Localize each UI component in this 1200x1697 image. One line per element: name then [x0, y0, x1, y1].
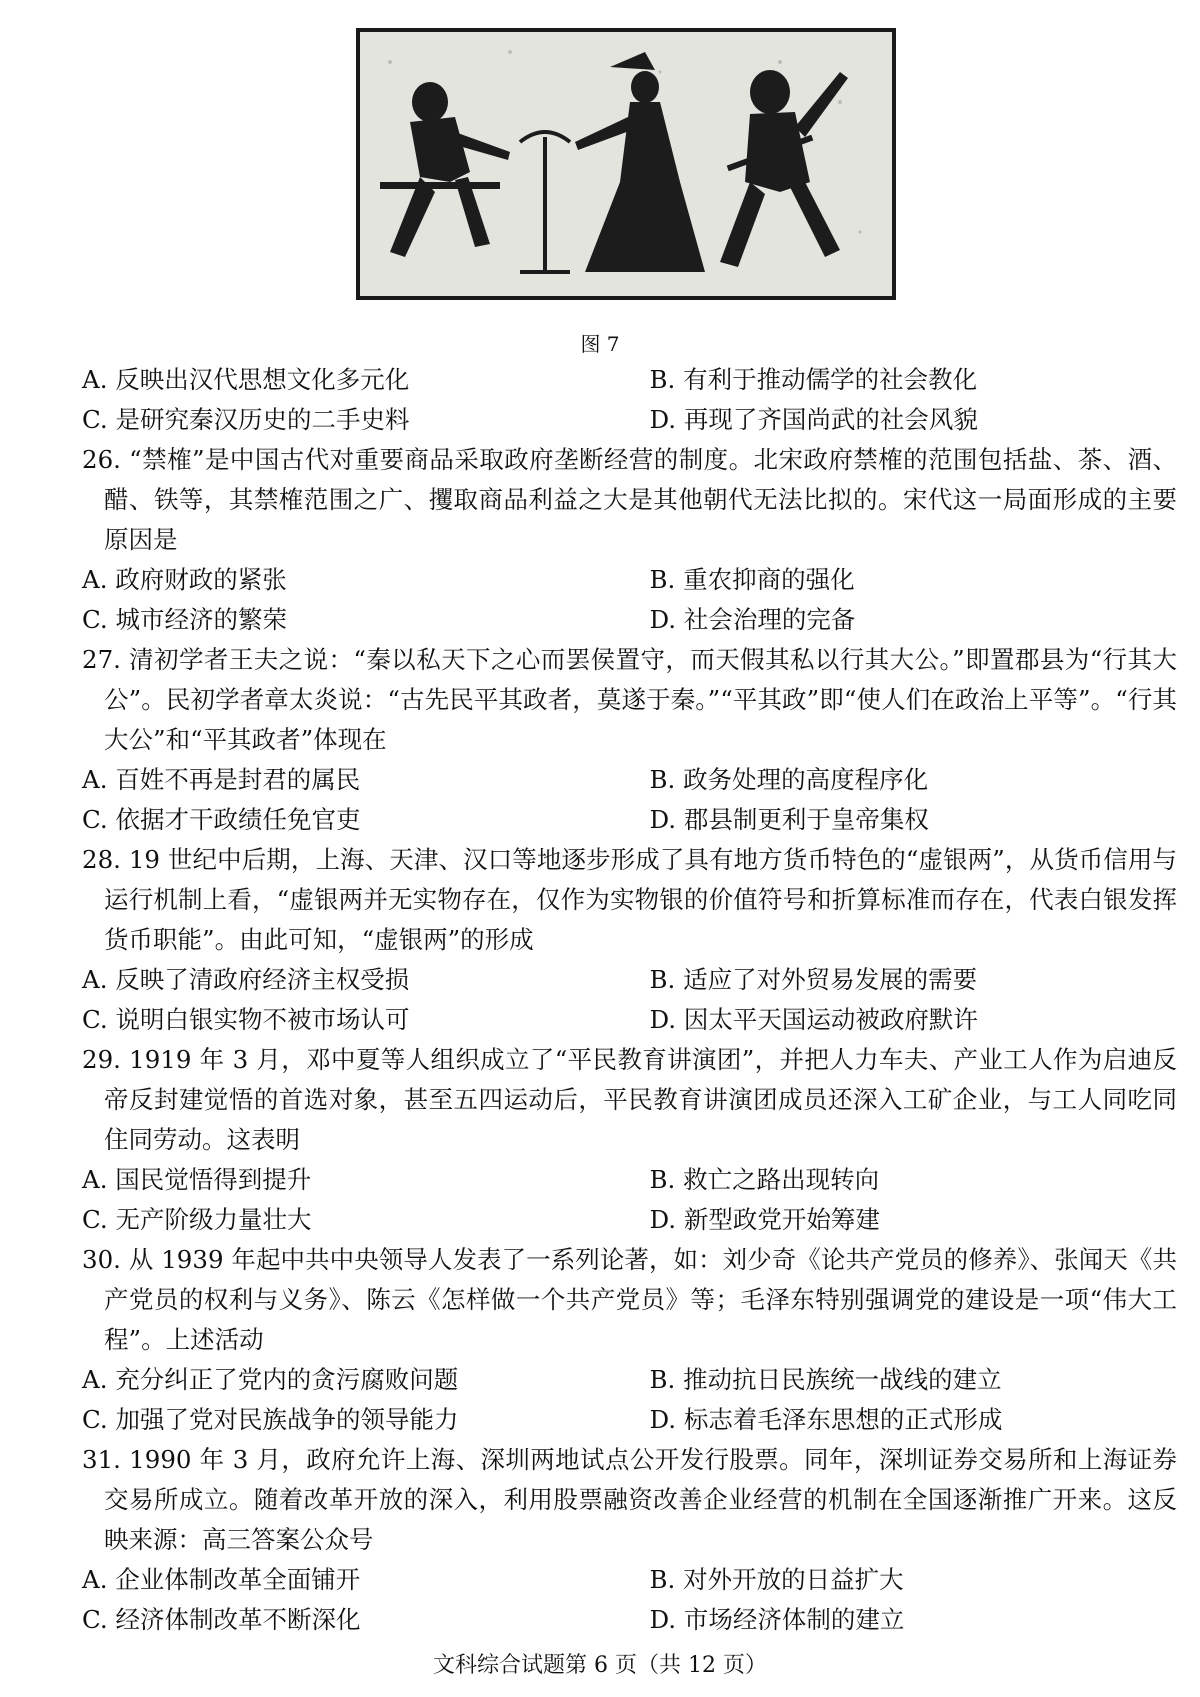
option-a: A. 反映了清政府经济主权受损: [82, 965, 410, 994]
q25-option-b: B. 有利于推动儒学的社会教化: [649, 365, 978, 394]
q25-options: [82, 360, 1177, 440]
option-a: A. 百姓不再是封君的属民: [82, 765, 361, 794]
option-c: C. 依据才干政绩任免官吏: [82, 805, 361, 834]
option-b: B. 适应了对外贸易发展的需要: [649, 965, 978, 994]
question-28: [82, 840, 1177, 1040]
option-d: D. 郡县制更利于皇帝集权: [649, 805, 929, 834]
figure-caption: 图 7: [580, 332, 620, 356]
option-a: A. 企业体制改革全面铺开: [82, 1565, 361, 1594]
question-26: [82, 440, 1177, 640]
question-stem: 30. 从 1939 年起中共中央领导人发表了一系列论著，如：刘少奇《论共产党员的修养》、张闻天《共产党员的权利与义务》、陈云《怎样做一个共产党员》等；毛泽东特别强调党的建设是一项“伟大工程”。上述活动: [82, 1245, 1177, 1354]
question-stem: 27. 清初学者王夫之说：“秦以私天下之心而罢侯置守，而天假其私以行其大公。”即置郡县为“行其大公”。民初学者章太炎说：“古先民平其政者，莫遂于秦。”“平其政”即“使人们在政治上平等”。“行其大公”和“平其政者”体现在: [82, 645, 1177, 754]
q25-option-a: A. 反映出汉代思想文化多元化: [82, 365, 410, 394]
page-footer: 文科综合试题第 6 页（共 12 页）: [433, 1653, 767, 1678]
q25-option-d: D. 再现了齐国尚武的社会风貌: [649, 405, 978, 434]
question-30: [82, 1240, 1177, 1440]
q25-option-c: C. 是研究秦汉历史的二手史料: [82, 405, 410, 434]
question-stem: 28. 19 世纪中后期，上海、天津、汉口等地逐步形成了具有地方货币特色的“虚银两”，从货币信用与运行机制上看，“虚银两并无实物存在，仅作为实物银的价值符号和折算标准而存在，代表白银发挥货币职能”。由此可知，“虚银两”的形成: [82, 845, 1177, 954]
question-27: [82, 640, 1177, 840]
option-d: D. 新型政党开始筹建: [649, 1205, 880, 1234]
option-d: D. 因太平天国运动被政府默许: [649, 1005, 978, 1034]
question-stem: 26. “禁榷”是中国古代对重要商品采取政府垄断经营的制度。北宋政府禁榷的范围包括盐、茶、酒、醋、铁等，其禁榷范围之广、攫取商品利益之大是其他朝代无法比拟的。宋代这一局面形成的主要原因是: [82, 445, 1177, 554]
option-c: C. 经济体制改革不断深化: [82, 1605, 361, 1634]
option-d: D. 标志着毛泽东思想的正式形成: [649, 1405, 1003, 1434]
question-list: [82, 360, 1177, 1640]
option-c: C. 说明白银实物不被市场认可: [82, 1005, 410, 1034]
option-a: A. 国民觉悟得到提升: [82, 1165, 312, 1194]
option-a: A. 政府财政的紧张: [82, 565, 287, 594]
option-b: B. 对外开放的日益扩大: [649, 1565, 904, 1594]
figure-image: [356, 28, 896, 300]
option-d: D. 社会治理的完备: [649, 605, 856, 634]
option-d: D. 市场经济体制的建立: [649, 1605, 905, 1634]
option-b: B. 推动抗日民族统一战线的建立: [649, 1365, 1002, 1394]
option-c: C. 加强了党对民族战争的领导能力: [82, 1405, 459, 1434]
question-29: [82, 1040, 1177, 1240]
option-b: B. 救亡之路出现转向: [649, 1165, 880, 1194]
option-a: A. 充分纠正了党内的贪污腐败问题: [82, 1365, 459, 1394]
question-31: [82, 1440, 1177, 1640]
option-c: C. 无产阶级力量壮大: [82, 1205, 312, 1234]
option-b: B. 重农抑商的强化: [649, 565, 855, 594]
option-b: B. 政务处理的高度程序化: [649, 765, 929, 794]
han-stone-relief-image: [360, 32, 892, 296]
option-c: C. 城市经济的繁荣: [82, 605, 287, 634]
question-stem: 31. 1990 年 3 月，政府允许上海、深圳两地试点公开发行股票。同年，深圳证券交易所和上海证券交易所成立。随着改革开放的深入，利用股票融资改善企业经营的机制在全国逐渐推广开来。这反映来源：高三答案公众号: [82, 1445, 1177, 1554]
question-stem: 29. 1919 年 3 月，邓中夏等人组织成立了“平民教育讲演团”，并把人力车夫、产业工人作为启迪反帝反封建觉悟的首选对象，甚至五四运动后，平民教育讲演团成员还深入工矿企业，与工人同吃同住同劳动。这表明: [82, 1045, 1177, 1154]
